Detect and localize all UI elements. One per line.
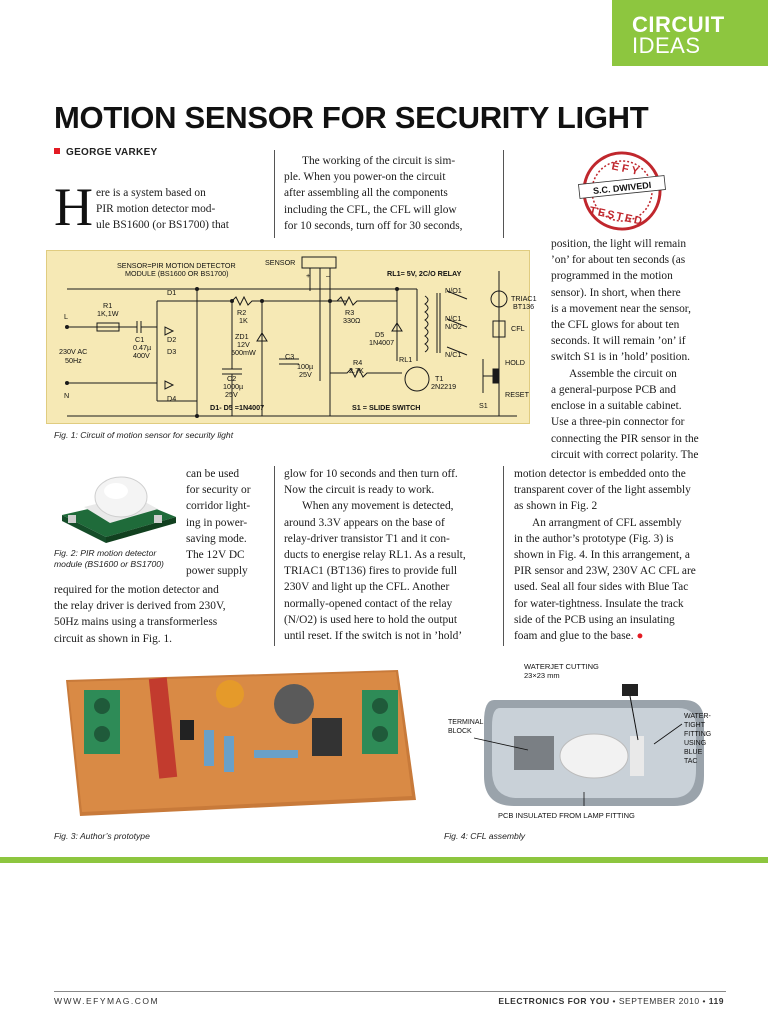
text-line: required for the motion detector and: [54, 584, 219, 596]
text-line: the relay driver is derived from 230V,: [54, 600, 226, 613]
label-d1: D1: [167, 288, 177, 297]
label-c1v: 0.47µ: [133, 343, 152, 352]
label-zd1v2: 500mW: [231, 348, 256, 357]
label-pcb: PCB INSULATED FROM LAMP FITTING: [498, 811, 635, 820]
text-line: ing in power-: [186, 516, 248, 529]
text-line: the CFL glows for about ten: [551, 319, 680, 332]
label-r1: R1: [103, 301, 113, 310]
label-hold: HOLD: [505, 358, 525, 367]
label-zd1v: 12V: [237, 340, 250, 349]
fig2-caption: [54, 548, 164, 570]
caption-line: Fig. 2: PIR motion detector: [54, 548, 157, 558]
label-t1: T1: [435, 374, 444, 383]
label-c3v2: 25V: [299, 370, 312, 379]
column3-bottom-text: [514, 466, 724, 644]
text-line: glow for 10 seconds and then turn off.: [284, 468, 458, 480]
label-r4v: 2.7K: [349, 366, 364, 375]
fig1-caption: Fig. 1: Circuit of motion sensor for security light: [54, 430, 234, 440]
text-line: seconds. It will remain ’on’ if: [551, 335, 686, 348]
column3-mid-text: [514, 382, 724, 463]
label-waterjet-size: 23×23 mm: [524, 671, 560, 680]
label-c1v2: 400V: [133, 351, 150, 360]
label-d5v: 1N4007: [369, 338, 395, 347]
label-wt-2: TIGHT: [684, 722, 705, 729]
article-title: MOTION SENSOR FOR SECURITY LIGHT: [54, 100, 649, 135]
text-line: ule BS1600 (or BS1700) that: [96, 219, 229, 232]
cfl-assembly-photo: [444, 660, 726, 826]
label-L: L: [64, 312, 68, 321]
label-module: SENSOR=PIR MOTION DETECTOR: [117, 261, 236, 270]
text-line: until reset. If the switch is not in ’hold’: [284, 630, 463, 643]
label-terminal: TERMINAL: [448, 719, 484, 726]
byline-bullet: [54, 148, 60, 154]
footer-rule: [54, 991, 726, 992]
footer-issue: ELECTRONICS FOR YOU • SEPTEMBER 2010 • 119: [498, 996, 724, 1006]
column-rule: [503, 150, 504, 238]
text-line: ducts to energise relay RL1. As a result,: [284, 549, 466, 562]
label-r2v: 1K: [239, 316, 248, 325]
end-mark-icon: ●: [636, 630, 644, 643]
label-wt-6: TAC: [684, 758, 698, 765]
text-line: programmed in the motion: [551, 270, 673, 283]
label-r4: R4: [353, 358, 363, 367]
text-line: connecting the PIR sensor in the: [551, 432, 699, 445]
text-line: PIR motion detector mod-: [96, 203, 216, 216]
text-line: as shown in Fig. 2: [514, 500, 598, 513]
label-nc1: N/C1: [445, 314, 462, 323]
text-line: for 10 seconds, turn off for 30 seconds,: [284, 219, 463, 232]
text-line: for water-tightness. Insulate the track: [514, 597, 684, 610]
text-line: around 3.3V appears on the base of: [284, 516, 445, 529]
footer-website: WWW.EFYMAG.COM: [54, 996, 160, 1006]
label-terminal-block: BLOCK: [448, 728, 472, 735]
label-c2v2: 25V: [225, 390, 238, 399]
label-d5: D5: [375, 330, 385, 339]
text-line: for security or: [186, 484, 251, 497]
label-wt-3: FITTING: [684, 731, 712, 738]
column-rule: [274, 150, 275, 238]
label-c3: C3: [285, 352, 295, 361]
label-s1: S1: [479, 401, 488, 410]
label-rl1: RL1: [399, 355, 413, 364]
label-d2: D2: [167, 335, 177, 344]
stamp-top-text: EFY: [610, 160, 643, 179]
stamp-name: S.C. DWIVEDI: [592, 179, 652, 197]
text-line: motion detector is embedded onto the: [514, 468, 686, 480]
text-line: sensor). In short, when there: [551, 286, 681, 299]
section-tab: [612, 0, 768, 66]
text-line: An arrangment of CFL assembly: [532, 516, 682, 529]
label-reset: RESET: [505, 390, 529, 399]
intro-paragraph: [96, 185, 265, 234]
text-line: Now the circuit is ready to work.: [284, 484, 435, 497]
accent-bar: [0, 857, 768, 863]
label-c3v: 100µ: [297, 362, 314, 371]
label-triac: TRIAC1: [511, 294, 537, 303]
label-r2: R2: [237, 308, 247, 317]
label-d1d5: D1- D5 =1N4007: [210, 403, 265, 412]
column2-bottom-text: [284, 466, 494, 644]
label-N: N: [64, 391, 70, 400]
label-sensor: SENSOR: [265, 258, 296, 267]
label-wt-1: WATER-: [684, 713, 711, 720]
label-nc1b: N/C1: [445, 350, 462, 359]
stamp-bottom-text: TESTED: [588, 204, 645, 229]
text-line: circuit as shown in Fig. 1.: [54, 632, 173, 645]
label-rl1-spec: RL1= 5V, 2C/O RELAY: [387, 269, 462, 278]
label-d4: D4: [167, 394, 177, 403]
caption-line: module (BS1600 or BS1700): [54, 559, 164, 569]
section-label-line1: CIRCUIT: [632, 12, 725, 37]
text-line: PIR sensor and 23W, 230V AC CFL are: [514, 565, 696, 578]
text-span: foam and glue to the base.: [514, 630, 634, 643]
label-r3v: 330Ω: [343, 316, 361, 325]
label-ac: 230V AC: [59, 347, 88, 356]
text-line: The working of the circuit is sim-: [302, 155, 456, 167]
label-t1v: 2N2219: [431, 382, 457, 391]
label-cfl: CFL: [511, 324, 525, 333]
label-wt-5: BLUE: [684, 749, 703, 756]
text-line: Assemble the circuit on: [569, 367, 677, 380]
text-line: normally-opened contact of the relay: [284, 597, 453, 610]
section-label-line2: IDEAS: [632, 33, 701, 58]
author-name: GEORGE VARKEY: [66, 147, 158, 158]
text-line: is a movement near the sensor,: [551, 302, 691, 315]
label-module2: MODULE (BS1600 OR BS1700): [125, 269, 229, 278]
text-line: after assembling all the components: [284, 187, 448, 200]
circuit-schematic: [46, 250, 537, 424]
text-line: [514, 628, 724, 644]
column1-right-text: [186, 466, 265, 579]
text-line: circuit with correct polarity. The: [551, 448, 699, 461]
label-hz: 50Hz: [65, 356, 82, 365]
text-line: 230V and light up the CFL. Another: [284, 581, 450, 594]
text-line: (N/O2) is used here to hold the output: [284, 613, 458, 626]
pir-module-photo: [54, 465, 180, 545]
text-line: corridor light-: [186, 500, 251, 513]
text-line: side of the PCB using an insulating: [514, 613, 675, 626]
label-wt-4: USING: [684, 740, 707, 747]
label-no2: N/O2: [445, 322, 462, 331]
label-zd1: ZD1: [235, 332, 249, 341]
label-r1v: 1K,1W: [97, 309, 119, 318]
text-line: ’on’ for about ten seconds (as: [551, 254, 686, 267]
text-line: switch S1 is in ’hold’ position.: [551, 351, 691, 364]
drop-cap: H: [54, 177, 93, 237]
text-line: ere is a system based on: [96, 187, 206, 199]
text-line: saving mode.: [186, 532, 247, 545]
label-c2: C2: [227, 374, 237, 383]
text-line: shown in Fig. 4. In this arrangement, a: [514, 549, 690, 562]
text-line: can be used: [186, 468, 240, 480]
text-line: power supply: [186, 565, 248, 578]
text-line: ple. When you power-on the circuit: [284, 171, 446, 184]
footer-magazine: ELECTRONICS FOR YOU: [498, 996, 610, 1006]
column-rule: [274, 466, 275, 646]
label-waterjet: WATERJET CUTTING: [524, 662, 599, 671]
footer-page: 119: [708, 996, 724, 1006]
text-line: TRIAC1 (BT136) fires to provide full: [284, 565, 458, 578]
text-line: relay-driver transistor T1 and it con-: [284, 532, 450, 545]
text-line: in the author’s prototype (Fig. 3) is: [514, 532, 674, 545]
text-line: When any movement is detected,: [302, 500, 454, 513]
column3-top-text: [551, 236, 724, 382]
author-byline: [54, 147, 158, 158]
fig3-caption: Fig. 3: Author’s prototype: [54, 831, 150, 841]
text-line: position, the light will remain: [551, 238, 687, 250]
fig4-caption: Fig. 4: CFL assembly: [444, 831, 526, 841]
label-no1: N/O1: [445, 286, 462, 295]
text-line: transparent cover of the light assembly: [514, 484, 691, 497]
text-line: enclose in a suitable cabinet.: [551, 400, 682, 413]
label-c2v: 1000µ: [223, 382, 244, 391]
label-minus: –: [326, 271, 330, 280]
text-line: 50Hz mains using a transformerless: [54, 616, 218, 629]
label-triacv: BT136: [513, 302, 535, 311]
efy-tested-stamp: [575, 148, 669, 234]
text-line: used. Seal all four sides with Blue Tac: [514, 581, 689, 594]
text-line: a general-purpose PCB and: [551, 384, 676, 396]
label-plus: +: [306, 271, 311, 280]
column1-bottom-text: [54, 582, 265, 647]
label-s1spec: S1 = SLIDE SWITCH: [352, 403, 421, 412]
text-line: Use a three-pin connector for: [551, 416, 685, 429]
label-d3: D3: [167, 347, 177, 356]
text-line: including the CFL, the CFL will glow: [284, 203, 457, 216]
label-r3: R3: [345, 308, 355, 317]
footer-date: SEPTEMBER 2010: [618, 996, 700, 1006]
label-c1: C1: [135, 335, 145, 344]
text-line: The 12V DC: [186, 549, 245, 562]
column2-top-text: [284, 153, 494, 234]
column-rule: [503, 466, 504, 646]
prototype-photo: [54, 660, 426, 826]
